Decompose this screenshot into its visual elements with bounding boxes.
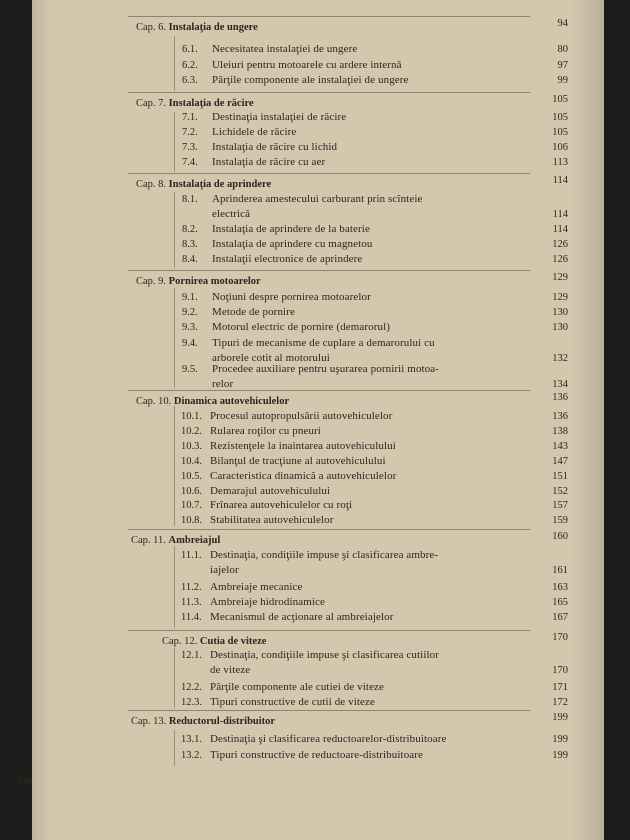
toc-entry[interactable]	[32, 610, 604, 630]
section-title: Caracteristica dinamică a autovehiculelor	[210, 470, 397, 482]
section-title: Părţile componente ale instalaţiei de ungere	[212, 74, 409, 86]
section-number: 10.8.	[181, 515, 202, 526]
chapter-label	[136, 179, 271, 190]
section-number: 9.5.	[182, 364, 198, 375]
section-page-number: 113	[552, 157, 568, 168]
section-title: Instalaţia de aprindere cu magnetou	[212, 238, 373, 250]
section-page-number: 157	[552, 500, 568, 511]
section-title: Noţiuni despre pornirea motoarelor	[212, 291, 371, 303]
section-number: 13.2.	[181, 750, 202, 761]
chapter-rule	[128, 390, 530, 391]
section-page-number: 161	[552, 565, 568, 576]
section-number: 13.1.	[181, 734, 202, 745]
section-title: Motorul electric de pornire (demarorul)	[212, 321, 390, 333]
section-title-continued: relor	[212, 378, 234, 390]
section-title: Rezistenţele la inaintarea autovehiculului	[210, 440, 396, 452]
section-title: Instalaţii electronice de aprindere	[212, 253, 363, 265]
chapter-number: Cap. 8.	[136, 179, 167, 190]
page-number: 330	[16, 776, 33, 788]
section-page-number: 165	[552, 597, 568, 608]
section-title: Destinaţia şi clasificarea reductoarelor-distribuitoare	[210, 733, 447, 745]
section-page-number: 130	[552, 307, 568, 318]
toc-entry[interactable]	[32, 748, 604, 768]
chapter-title: Instalaţia de aprindere	[168, 179, 272, 190]
section-title-continued: arborele cotit al motorului	[212, 352, 330, 364]
chapter-page-number: 105	[552, 94, 568, 105]
chapter-title: Reductorul-distribuitor	[168, 716, 276, 727]
section-page-number: 159	[552, 515, 568, 526]
toc-entry[interactable]	[32, 155, 604, 175]
chapter-rule	[128, 92, 530, 93]
section-page-number: 130	[552, 322, 568, 333]
chapter-rule	[128, 529, 530, 530]
section-title: Instalaţia de răcire cu aer	[212, 156, 326, 168]
section-page-number: 97	[557, 60, 568, 71]
chapter-label	[136, 276, 261, 287]
section-number: 8.3.	[182, 239, 198, 250]
section-page-number: 129	[552, 292, 568, 303]
chapter-number: Cap. 7.	[136, 98, 167, 109]
section-number: 10.1.	[181, 411, 202, 422]
toc-entry[interactable]	[32, 252, 604, 272]
book-page	[32, 0, 604, 840]
section-number: 6.3.	[182, 75, 198, 86]
section-title: Metode de pornire	[212, 306, 295, 318]
section-title-continued: iajelor	[210, 564, 239, 576]
chapter-page-number: 136	[552, 392, 568, 403]
chapter-page-number: 170	[552, 632, 568, 643]
section-number: 10.2.	[181, 426, 202, 437]
chapter-number: Cap. 11.	[131, 535, 166, 546]
section-title: Lichidele de răcire	[212, 126, 297, 138]
section-title: Tipuri constructive de cutii de viteze	[210, 696, 375, 708]
chapter-page-number: 114	[552, 175, 568, 186]
chapter-title: Dinamica autovehiculelor	[173, 396, 290, 407]
section-page-number: 106	[552, 142, 568, 153]
chapter-label	[136, 98, 254, 109]
chapter-page-number: 160	[552, 531, 568, 542]
chapter-heading[interactable]	[32, 18, 604, 38]
section-number: 11.3.	[181, 597, 202, 608]
section-title: Mecanismul de acţionare al ambreiajelor	[210, 611, 394, 623]
section-title: Demarajul autovehiculului	[210, 485, 331, 497]
chapter-title: Pornirea motoarelor	[168, 276, 261, 287]
section-page-number: 147	[552, 456, 568, 467]
section-number: 9.4.	[182, 338, 198, 349]
section-number: 6.2.	[182, 60, 198, 71]
section-title: Uleiuri pentru motoarele cu ardere internă	[212, 59, 402, 71]
section-title: Tipuri constructive de reductoare-distribuitoare	[210, 749, 424, 761]
section-title-continued: de viteze	[210, 664, 251, 676]
section-title: Destinaţia, condiţiile impuse şi clasificarea ambre-	[210, 549, 439, 561]
chapter-page-number: 129	[552, 272, 568, 283]
section-page-number: 114	[552, 224, 568, 235]
section-title: Frînarea autovehiculelor cu roţi	[210, 499, 353, 511]
section-number: 7.3.	[182, 142, 198, 153]
section-number: 11.1.	[181, 550, 202, 561]
section-title: Procesul autopropulsării autovehiculelor	[210, 410, 393, 422]
chapter-rule	[128, 270, 530, 271]
chapter-title: Cutia de viteze	[199, 636, 267, 647]
section-page-number: 126	[552, 239, 568, 250]
section-title: Necesitatea instalaţiei de ungere	[212, 43, 358, 55]
toc-entry[interactable]	[32, 548, 604, 576]
section-number: 9.1.	[182, 292, 198, 303]
section-page-number: 126	[552, 254, 568, 265]
section-number: 8.2.	[182, 224, 198, 235]
section-page-number: 167	[552, 612, 568, 623]
section-page-number: 136	[552, 411, 568, 422]
toc-entry[interactable]	[32, 362, 604, 390]
section-title: Bilanţul de tracţiune al autovehiculului	[210, 455, 386, 467]
section-number: 7.4.	[182, 157, 198, 168]
chapter-title: Ambreiajul	[168, 535, 221, 546]
chapter-label	[136, 22, 258, 33]
chapter-number: Cap. 13.	[131, 716, 167, 727]
chapter-rule	[128, 173, 530, 174]
section-number: 12.2.	[181, 682, 202, 693]
section-page-number: 171	[552, 682, 568, 693]
section-page-number: 163	[552, 582, 568, 593]
section-page-number: 152	[552, 486, 568, 497]
section-number: 9.2.	[182, 307, 198, 318]
section-number: 7.1.	[182, 112, 198, 123]
toc-entry[interactable]	[32, 73, 604, 93]
section-page-number: 99	[557, 75, 568, 86]
section-page-number: 151	[552, 471, 568, 482]
chapter-rule	[128, 630, 530, 631]
chapter-number: Cap. 6.	[136, 22, 167, 33]
section-title: Ambreiaje mecanice	[210, 581, 303, 593]
section-number: 10.5.	[181, 471, 202, 482]
section-title: Procedee auxiliare pentru uşurarea pornirii motoa-	[212, 363, 440, 375]
toc-entry[interactable]	[32, 192, 604, 220]
chapter-number: Cap. 12.	[162, 636, 198, 647]
section-page-number: 199	[552, 750, 568, 761]
section-title-continued: electrică	[212, 208, 251, 220]
section-title: Părţile componente ale cutiei de viteze	[210, 681, 385, 693]
section-page-number: 132	[552, 353, 568, 364]
section-number: 10.4.	[181, 456, 202, 467]
section-page-number: 105	[552, 112, 568, 123]
section-number: 7.2.	[182, 127, 198, 138]
section-number: 12.1.	[181, 650, 202, 661]
section-title: Stabilitatea autovehiculelor	[210, 514, 334, 526]
chapter-label	[162, 636, 266, 647]
section-title: Instalaţia de răcire cu lichid	[212, 141, 338, 153]
section-page-number: 172	[552, 697, 568, 708]
chapter-rule	[128, 710, 530, 711]
chapter-number: Cap. 9.	[136, 276, 167, 287]
chapter-heading[interactable]	[32, 272, 604, 292]
chapter-label	[136, 396, 289, 407]
chapter-page-number: 94	[557, 18, 568, 29]
section-number: 10.6.	[181, 486, 202, 497]
section-title: Rularea roţilor cu pneuri	[210, 425, 321, 437]
section-title: Aprinderea amestecului carburant prin scînteie	[212, 193, 423, 205]
section-page-number: 138	[552, 426, 568, 437]
chapter-heading[interactable]	[32, 712, 604, 732]
section-number: 10.3.	[181, 441, 202, 452]
section-number: 11.2.	[181, 582, 202, 593]
section-title: Tipuri de mecanisme de cuplare a demarorului cu	[212, 337, 435, 349]
section-number: 9.3.	[182, 322, 198, 333]
section-page-number: 105	[552, 127, 568, 138]
section-number: 11.4.	[181, 612, 202, 623]
section-number: 8.1.	[182, 194, 198, 205]
section-page-number: 134	[552, 379, 568, 390]
section-page-number: 170	[552, 665, 568, 676]
section-title: Destinaţia, condiţiile impuse şi clasificarea cutiilor	[210, 649, 439, 661]
section-number: 10.7.	[181, 500, 202, 511]
section-page-number: 114	[552, 209, 568, 220]
section-title: Destinaţia instalaţiei de răcire	[212, 111, 347, 123]
chapter-rule	[128, 16, 530, 17]
chapter-number: Cap. 10.	[136, 396, 172, 407]
section-number: 12.3.	[181, 697, 202, 708]
section-page-number: 80	[557, 44, 568, 55]
section-title: Ambreiaje hidrodinamice	[210, 596, 326, 608]
toc-entry[interactable]	[32, 336, 604, 364]
toc-entry[interactable]	[32, 513, 604, 533]
section-page-number: 143	[552, 441, 568, 452]
section-title: Instalaţia de aprindere de la baterie	[212, 223, 370, 235]
chapter-label	[131, 535, 220, 546]
chapter-title: Instalaţia de ungere	[168, 22, 258, 33]
section-page-number: 199	[552, 734, 568, 745]
section-number: 6.1.	[182, 44, 198, 55]
chapter-title: Instalaţia de răcire	[168, 98, 254, 109]
chapter-label	[131, 716, 275, 727]
section-number: 8.4.	[182, 254, 198, 265]
chapter-page-number: 199	[552, 712, 568, 723]
toc-entry[interactable]	[32, 648, 604, 676]
